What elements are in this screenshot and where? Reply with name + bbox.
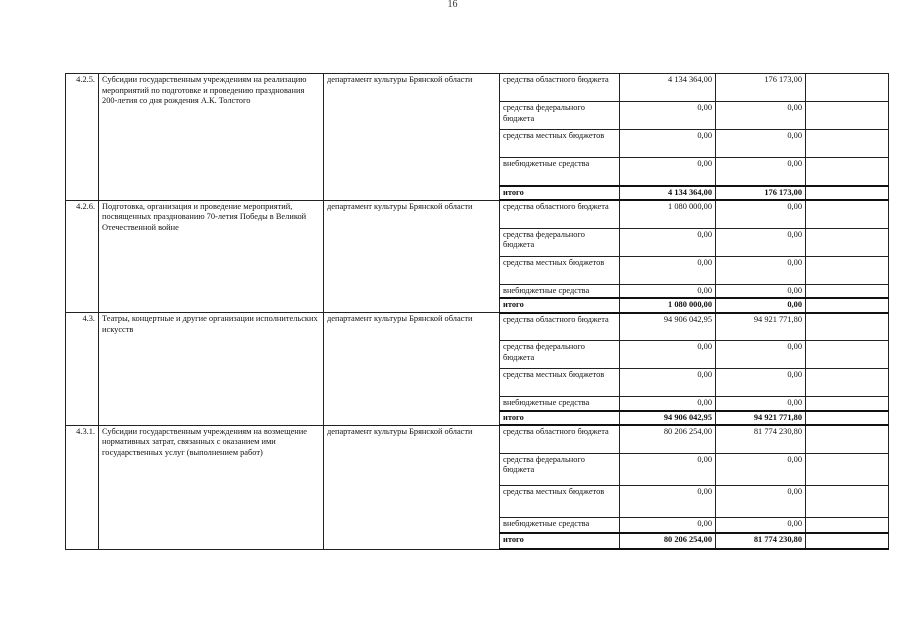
empty-cell — [806, 369, 889, 397]
value-year-1: 4 134 364,00 — [620, 186, 716, 201]
value-year-1: 94 906 042,95 — [620, 313, 716, 341]
value-year-2: 81 774 230,80 — [716, 533, 806, 549]
funding-source: внебюджетные средства — [500, 397, 620, 411]
table-row — [66, 200, 889, 228]
value-year-1: 0,00 — [620, 397, 716, 411]
funding-source: внебюджетные средства — [500, 158, 620, 186]
value-year-1: 0,00 — [620, 369, 716, 397]
empty-cell — [806, 186, 889, 201]
item-number: 4.3.1. — [66, 425, 99, 549]
table-row — [66, 313, 889, 341]
item-executor: департамент культуры Брянской области — [324, 313, 500, 426]
value-year-1: 94 906 042,95 — [620, 411, 716, 426]
value-year-2: 0,00 — [716, 453, 806, 485]
value-year-2: 0,00 — [716, 158, 806, 186]
value-year-2: 0,00 — [716, 130, 806, 158]
funding-source: итого — [500, 411, 620, 426]
funding-source: средства областного бюджета — [500, 74, 620, 102]
empty-cell — [806, 130, 889, 158]
empty-cell — [806, 485, 889, 517]
funding-source: средства местных бюджетов — [500, 256, 620, 284]
table-row — [66, 425, 889, 453]
empty-cell — [806, 256, 889, 284]
value-year-1: 0,00 — [620, 130, 716, 158]
value-year-2: 0,00 — [716, 102, 806, 130]
value-year-2: 176 173,00 — [716, 186, 806, 201]
value-year-1: 80 206 254,00 — [620, 425, 716, 453]
value-year-2: 0,00 — [716, 485, 806, 517]
value-year-2: 176 173,00 — [716, 74, 806, 102]
value-year-2: 0,00 — [716, 284, 806, 298]
value-year-1: 4 134 364,00 — [620, 74, 716, 102]
empty-cell — [806, 158, 889, 186]
funding-source: итого — [500, 186, 620, 201]
item-name: Субсидии государственным учреждениям на возмещение нормативных затрат, связанных с оказанием ими государственных услуг (выполнением работ) — [99, 425, 324, 549]
funding-source: средства федерального бюджета — [500, 341, 620, 369]
value-year-2: 0,00 — [716, 200, 806, 228]
empty-cell — [806, 453, 889, 485]
empty-cell — [806, 228, 889, 256]
value-year-1: 0,00 — [620, 102, 716, 130]
value-year-1: 0,00 — [620, 341, 716, 369]
value-year-2: 0,00 — [716, 256, 806, 284]
value-year-1: 0,00 — [620, 453, 716, 485]
value-year-1: 1 080 000,00 — [620, 298, 716, 313]
empty-cell — [806, 411, 889, 426]
value-year-1: 0,00 — [620, 256, 716, 284]
empty-cell — [806, 102, 889, 130]
empty-cell — [806, 298, 889, 313]
funding-source: средства местных бюджетов — [500, 485, 620, 517]
funding-source: внебюджетные средства — [500, 517, 620, 533]
empty-cell — [806, 74, 889, 102]
item-name: Подготовка, организация и проведение мероприятий, посвященных празднованию 70-летия Победы в Великой Отечественной войне — [99, 200, 324, 313]
budget-table — [65, 73, 889, 550]
funding-source: средства областного бюджета — [500, 425, 620, 453]
funding-source: средства федерального бюджета — [500, 102, 620, 130]
item-number: 4.3. — [66, 313, 99, 426]
value-year-2: 0,00 — [716, 397, 806, 411]
funding-source: средства областного бюджета — [500, 200, 620, 228]
value-year-1: 0,00 — [620, 158, 716, 186]
funding-source: средства федерального бюджета — [500, 453, 620, 485]
value-year-1: 0,00 — [620, 485, 716, 517]
value-year-2: 94 921 771,80 — [716, 313, 806, 341]
budget-table-body — [66, 74, 889, 550]
item-executor: департамент культуры Брянской области — [324, 425, 500, 549]
funding-source: средства местных бюджетов — [500, 130, 620, 158]
empty-cell — [806, 425, 889, 453]
item-executor: департамент культуры Брянской области — [324, 200, 500, 313]
empty-cell — [806, 341, 889, 369]
page-number: 16 — [447, 0, 458, 10]
funding-source: итого — [500, 298, 620, 313]
funding-source: средства областного бюджета — [500, 313, 620, 341]
item-executor: департамент культуры Брянской области — [324, 74, 500, 201]
empty-cell — [806, 397, 889, 411]
funding-source: средства федерального бюджета — [500, 228, 620, 256]
value-year-1: 1 080 000,00 — [620, 200, 716, 228]
empty-cell — [806, 284, 889, 298]
empty-cell — [806, 533, 889, 549]
funding-source: средства местных бюджетов — [500, 369, 620, 397]
funding-source: итого — [500, 533, 620, 549]
value-year-2: 0,00 — [716, 369, 806, 397]
value-year-1: 0,00 — [620, 284, 716, 298]
value-year-2: 0,00 — [716, 228, 806, 256]
funding-source: внебюджетные средства — [500, 284, 620, 298]
value-year-2: 0,00 — [716, 298, 806, 313]
table-row — [66, 74, 889, 102]
value-year-2: 0,00 — [716, 517, 806, 533]
empty-cell — [806, 517, 889, 533]
empty-cell — [806, 200, 889, 228]
value-year-1: 0,00 — [620, 228, 716, 256]
item-name: Театры, концертные и другие организации исполнительских искусств — [99, 313, 324, 426]
item-name: Субсидии государственным учреждениям на реализацию мероприятий по подготовке и проведению празднования 200-летия со дня рождения А.К. Толстого — [99, 74, 324, 201]
value-year-2: 94 921 771,80 — [716, 411, 806, 426]
item-number: 4.2.5. — [66, 74, 99, 201]
empty-cell — [806, 313, 889, 341]
value-year-2: 0,00 — [716, 341, 806, 369]
value-year-2: 81 774 230,80 — [716, 425, 806, 453]
item-number: 4.2.6. — [66, 200, 99, 313]
value-year-1: 0,00 — [620, 517, 716, 533]
value-year-1: 80 206 254,00 — [620, 533, 716, 549]
